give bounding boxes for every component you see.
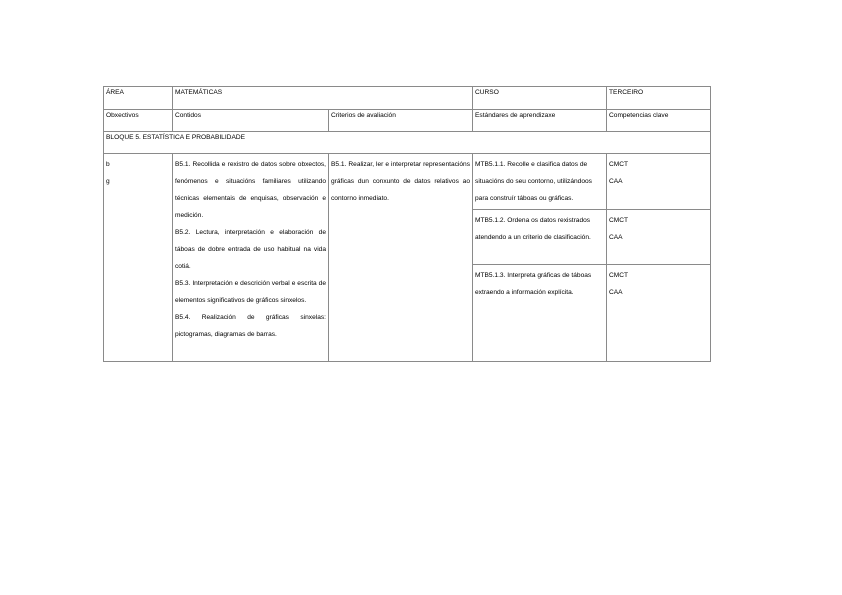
criteria-text: B5.1. Realizar, ler e interpretar representacións gráficas dun conxunto de datos relativos ao contorno inmediato. <box>331 161 471 202</box>
competence-item: CAA <box>609 234 623 241</box>
curso-label: CURSO <box>473 87 607 110</box>
competence-item: CMCT <box>609 272 629 279</box>
objectives-cell <box>104 154 173 362</box>
bloque-title: BLOQUE 5. ESTATÍSTICA E PROBABILIDADE <box>104 132 711 154</box>
column-header-contents: Contidos <box>173 110 329 132</box>
standard-text: MTB5.1.1. Recolle e clasifica datos de situacións do seu contorno, utilizándoos para construír táboas ou gráficas. <box>475 161 592 202</box>
column-header-criteria: Criterios de avaliación <box>329 110 473 132</box>
content-item: B5.4. Realización de gráficas sinxelas: pictogramas, diagramas de barras. <box>175 314 326 338</box>
competence-item: CAA <box>609 289 623 296</box>
objective-item: b <box>106 161 110 168</box>
standard-cell <box>473 210 607 265</box>
standard-cell <box>473 154 607 210</box>
content-item: B5.3. Interpretación e descrición verbal e escrita de elementos significativos de gráficos sinxelos. <box>175 280 326 304</box>
competence-cell <box>607 265 711 362</box>
column-header-objectives: Obxectivos <box>104 110 173 132</box>
contents-cell <box>173 154 329 362</box>
column-header-competences: Competencias clave <box>607 110 711 132</box>
area-value: MATEMÁTICAS <box>173 87 473 110</box>
standard-cell <box>473 265 607 362</box>
competence-cell <box>607 154 711 210</box>
standard-text: MTB5.1.2. Ordena os datos rexistrados atendendo a un criterio de clasificación. <box>475 217 591 241</box>
curriculum-table <box>103 86 711 362</box>
content-row <box>104 154 711 210</box>
competence-item: CAA <box>609 178 623 185</box>
area-label: ÁREA <box>104 87 173 110</box>
bloque-row <box>104 132 711 154</box>
competence-item: CMCT <box>609 161 629 168</box>
content-item: B5.1. Recollida e rexistro de datos sobre obxectos, fenómenos e situacións familiares utilizando técnicas elementais de enquisas, observación e medición. <box>175 161 326 219</box>
content-item: B5.2. Lectura, interpretación e elaboración de táboas de dobre entrada de uso habitual na vida cotiá. <box>175 229 326 270</box>
header-row <box>104 87 711 110</box>
column-header-standards: Estándares de aprendizaxe <box>473 110 607 132</box>
criteria-cell <box>329 154 473 362</box>
competence-item: CMCT <box>609 217 629 224</box>
column-labels-row <box>104 110 711 132</box>
standard-text: MTB5.1.3. Interpreta gráficas de táboas extraendo a información explícita. <box>475 272 592 296</box>
competence-cell <box>607 210 711 265</box>
curso-value: TERCEIRO <box>607 87 711 110</box>
objective-item: g <box>106 178 110 185</box>
